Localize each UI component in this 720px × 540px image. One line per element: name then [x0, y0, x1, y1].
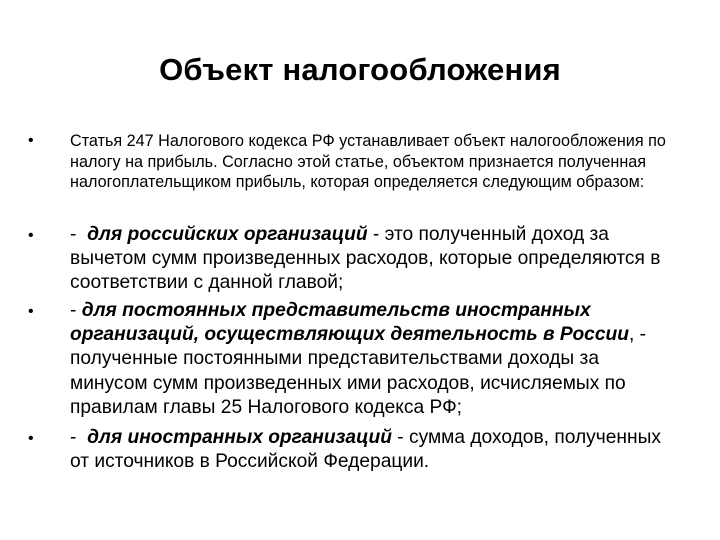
bullet-rest: - это полученный доход за вычетом сумм произведенных расходов, которые определяются в соответствии с данной главой;: [70, 224, 661, 294]
bullet-item-1: [28, 131, 668, 193]
bullet-text: Статья 247 Налогового кодекса РФ устанавливает объект налогообложения по налогу на прибыль. Согласно этой статье, объектом признается полученная налогоплательщиком прибыль, которая определяется следующим образом:: [70, 132, 666, 191]
bullet-dash: -: [70, 427, 88, 448]
bullet-text: [70, 426, 668, 474]
bullet-item-4: [28, 426, 668, 474]
bullet-marker: •: [28, 227, 34, 244]
bullet-dash: -: [70, 224, 88, 245]
emphasis-permanent-representations: для постоянных представительств иностранных организаций, осуществляющих деятельность в России: [70, 300, 629, 346]
bullet-dash: -: [70, 300, 82, 321]
slide-title: Объект налогообложения: [159, 52, 561, 87]
emphasis-russian-organizations: для российских организаций: [87, 224, 368, 245]
bullet-item-3: [28, 299, 668, 420]
bullet-rest: - сумма доходов, полученных от источников в Российской Федерации.: [70, 427, 662, 473]
bullet-rest: , - полученные постоянными представительствами доходы за минусом сумм произведенных ими расходов, исчисляемых по правилам главы 25 Налогового кодекса РФ;: [70, 324, 647, 418]
emphasis-foreign-organizations: для иностранных организаций: [87, 427, 392, 448]
bullet-text: [70, 299, 668, 420]
bullet-text: [70, 223, 668, 296]
bullet-item-2: [28, 223, 668, 296]
bullet-marker: •: [28, 303, 34, 320]
bullet-marker: •: [28, 430, 34, 447]
bullet-marker: •: [28, 132, 34, 149]
